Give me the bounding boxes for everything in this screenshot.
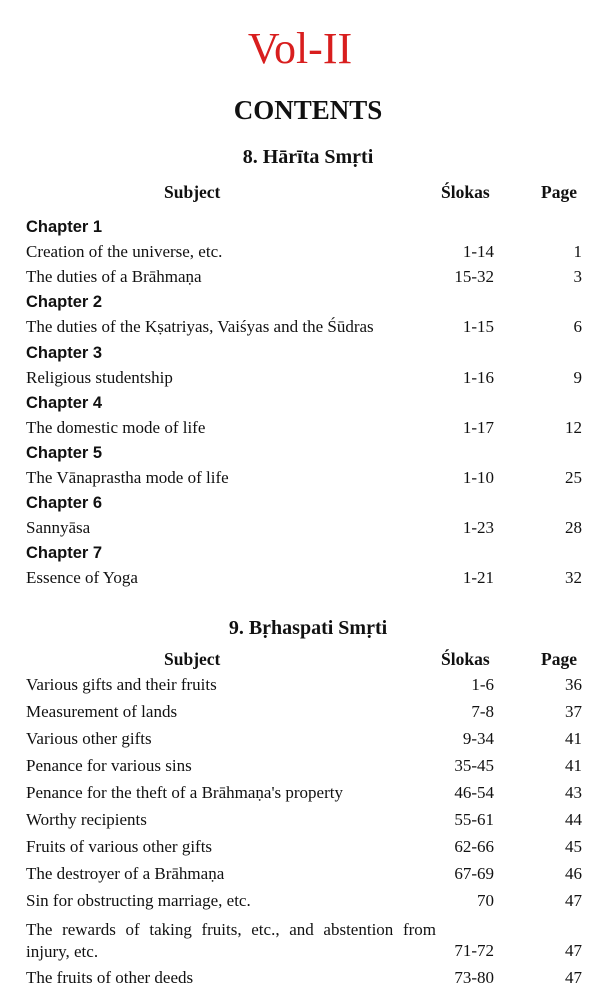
section-title: 9. Bṛhaspati Smṛti xyxy=(228,617,388,639)
entry-slokas: 1-16 xyxy=(462,368,494,387)
toc-entry xyxy=(0,727,600,751)
entry-page: 37 xyxy=(565,702,582,721)
entry-page: 6 xyxy=(573,317,582,336)
toc-entry xyxy=(0,315,600,339)
entry-page: 25 xyxy=(565,468,582,487)
entry-slokas: 1-21 xyxy=(462,568,494,587)
entry-subject: The Vānaprastha mode of life xyxy=(26,468,229,487)
entry-subject: Creation of the universe, etc. xyxy=(26,242,223,261)
entry-subject: The rewards of taking fruits, etc., and abstention from injury, etc. xyxy=(26,920,436,961)
entry-subject: Penance for the theft of a Brāhmaṇa's property xyxy=(26,783,343,802)
entry-subject: Measurement of lands xyxy=(26,702,178,721)
entry-page: 9 xyxy=(573,368,582,387)
entry-slokas: 1-17 xyxy=(462,418,494,437)
section-brhaspati-smrti xyxy=(0,615,600,1000)
chapter-heading xyxy=(0,391,600,415)
column-header-page: Page xyxy=(541,649,577,669)
entry-subject: Fruits of various other gifts xyxy=(26,837,213,856)
contents-heading: CONTENTS xyxy=(233,95,383,125)
toc-entry xyxy=(0,516,600,540)
entry-subject: Sin for obstructing marriage, etc. xyxy=(26,891,251,910)
toc-entry xyxy=(0,835,600,859)
section-harita-smrti xyxy=(0,144,600,594)
entry-slokas: 1-15 xyxy=(462,317,494,336)
entry-subject: Worthy recipients xyxy=(26,810,147,829)
entry-page: 41 xyxy=(565,756,582,775)
entry-slokas: 70 xyxy=(477,891,494,910)
toc-entry xyxy=(0,808,600,832)
chapter-label: Chapter 5 xyxy=(26,444,103,462)
entry-slokas: 1-14 xyxy=(462,242,494,261)
toc-entry xyxy=(0,700,600,724)
entry-slokas: 1-10 xyxy=(462,468,494,487)
entry-page: 3 xyxy=(573,267,582,286)
entry-slokas: 1-23 xyxy=(462,518,494,537)
toc-entry xyxy=(0,416,600,440)
column-header-slokas: Ślokas xyxy=(441,182,490,202)
entry-subject: Various other gifts xyxy=(26,729,152,748)
entry-slokas: 73-80 xyxy=(454,968,494,987)
chapter-heading xyxy=(0,491,600,515)
entry-slokas: 67-69 xyxy=(454,864,494,883)
entry-page: 43 xyxy=(565,783,582,802)
entry-page: 36 xyxy=(565,675,582,694)
entry-page: 45 xyxy=(565,837,582,856)
chapter-label: Chapter 4 xyxy=(26,394,103,412)
entry-subject: Penance for various sins xyxy=(26,756,192,775)
entry-page: 47 xyxy=(565,941,582,960)
entry-subject: Various gifts and their fruits xyxy=(26,675,217,694)
toc-entry xyxy=(0,966,600,990)
chapter-heading xyxy=(0,541,600,565)
toc-entry xyxy=(0,466,600,490)
entry-subject: The duties of the Kṣatriyas, Vaiśyas and the Śūdras xyxy=(26,317,374,336)
entry-slokas: 71-72 xyxy=(454,941,494,960)
entry-page: 1 xyxy=(573,242,582,261)
entry-subject: The fruits of other deeds xyxy=(26,968,194,987)
entry-subject: The destroyer of a Brāhmaṇa xyxy=(26,864,225,883)
chapter-heading xyxy=(0,341,600,365)
chapter-label: Chapter 7 xyxy=(26,544,103,562)
section-title: 8. Hārīta Smṛti xyxy=(242,146,374,168)
entry-slokas: 1-6 xyxy=(471,675,494,694)
entry-slokas: 15-32 xyxy=(454,267,494,286)
column-header-row xyxy=(0,180,600,204)
entry-page: 47 xyxy=(565,968,582,987)
chapter-label: Chapter 2 xyxy=(26,293,103,311)
entry-subject: Religious studentship xyxy=(26,368,173,387)
column-header-subject: Subject xyxy=(164,182,221,202)
entry-slokas: 55-61 xyxy=(454,810,494,829)
toc-entry xyxy=(0,781,600,805)
entry-page: 41 xyxy=(565,729,582,748)
entry-subject: Sannyāsa xyxy=(26,518,91,537)
entry-subject: The domestic mode of life xyxy=(26,418,206,437)
entry-subject: The duties of a Brāhmaṇa xyxy=(26,267,202,286)
chapter-heading xyxy=(0,441,600,465)
toc-entry xyxy=(0,366,600,390)
entry-page: 28 xyxy=(565,518,582,537)
entry-slokas: 62-66 xyxy=(454,837,494,856)
column-header-subject: Subject xyxy=(164,649,221,669)
toc-entry xyxy=(0,919,600,963)
toc-entry xyxy=(0,673,600,697)
entry-subject: Essence of Yoga xyxy=(26,568,138,587)
chapter-label: Chapter 6 xyxy=(26,494,103,512)
toc-entry xyxy=(0,862,600,886)
chapter-heading xyxy=(0,290,600,314)
chapter-heading xyxy=(0,215,600,239)
chapter-label: Chapter 3 xyxy=(26,344,103,362)
toc-entry xyxy=(0,889,600,913)
entry-page: 47 xyxy=(565,891,582,910)
entry-slokas: 9-34 xyxy=(462,729,494,748)
entry-slokas: 35-45 xyxy=(454,756,494,775)
entry-slokas: 7-8 xyxy=(471,702,494,721)
column-header-slokas: Ślokas xyxy=(441,649,490,669)
toc-entry xyxy=(0,566,600,590)
toc-entry xyxy=(0,265,600,289)
toc-entry xyxy=(0,240,600,264)
entry-slokas: 46-54 xyxy=(454,783,494,802)
column-header-row xyxy=(0,647,600,671)
entry-page: 12 xyxy=(565,418,582,437)
entry-page: 32 xyxy=(565,568,582,587)
entry-page: 44 xyxy=(565,810,582,829)
column-header-page: Page xyxy=(541,182,577,202)
toc-entry xyxy=(0,754,600,778)
chapter-label: Chapter 1 xyxy=(26,218,103,236)
volume-title: Vol-II xyxy=(247,24,353,73)
entry-page: 46 xyxy=(565,864,582,883)
